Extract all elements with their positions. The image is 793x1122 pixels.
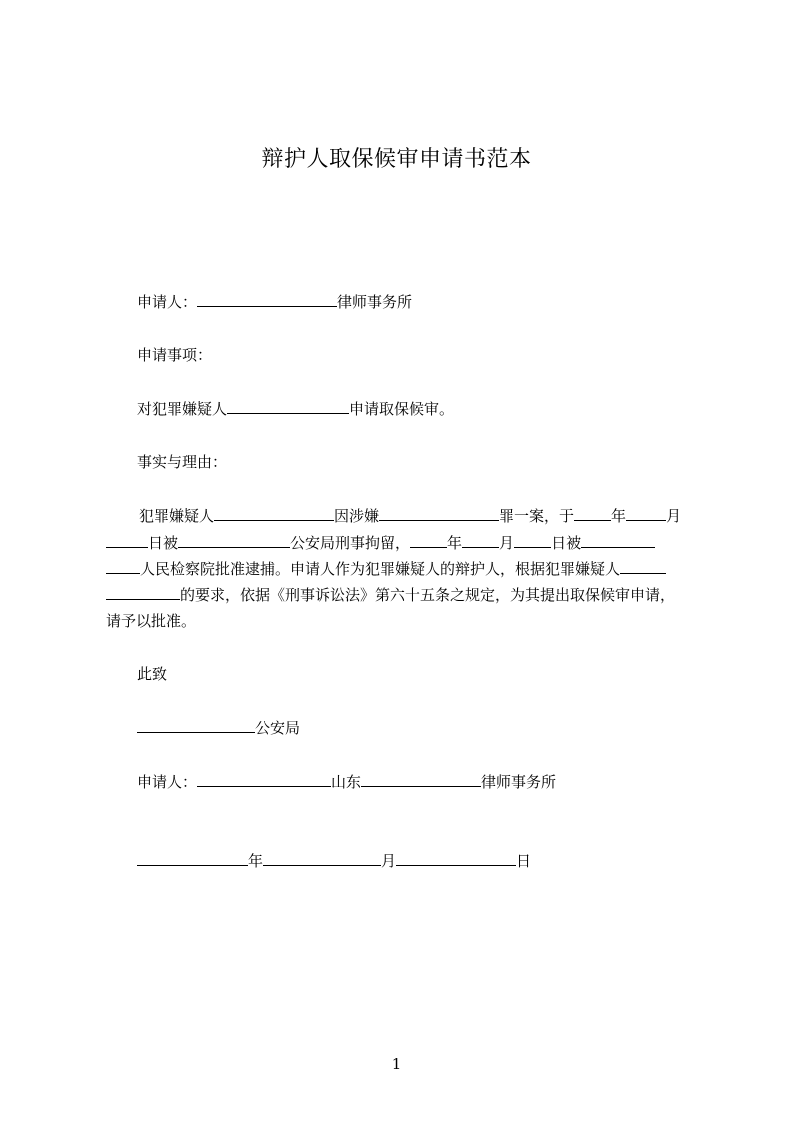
facts-text: 年 <box>447 534 463 552</box>
request-line <box>137 399 454 418</box>
signature-province: 山东 <box>331 773 362 791</box>
facts-line-4 <box>106 585 675 604</box>
facts-text: 公安局刑事拘留， <box>290 534 411 552</box>
facts-text: 日被 <box>551 534 582 552</box>
blank <box>214 506 334 521</box>
blank <box>626 506 666 521</box>
blank <box>410 533 447 548</box>
signature-line <box>137 772 556 791</box>
year-label: 年 <box>248 852 264 870</box>
facts-text: 日被 <box>148 534 179 552</box>
suspect-name-blank <box>227 399 349 414</box>
blank <box>379 506 499 521</box>
signature-suffix: 律师事务所 <box>481 773 557 791</box>
date-line <box>137 851 531 870</box>
applicant-label: 申请人： <box>137 293 198 311</box>
blank <box>620 559 666 574</box>
request-heading: 申请事项： <box>137 346 213 364</box>
document-title: 辩护人取保候审申请书范本 <box>261 147 532 172</box>
blank <box>106 585 180 600</box>
facts-line-2 <box>106 533 655 552</box>
facts-line-5: 请予以批准。 <box>106 612 197 630</box>
facts-line-1 <box>139 506 681 525</box>
facts-text: 罪一案，于 <box>499 507 575 525</box>
facts-line-3 <box>106 559 666 578</box>
applicant-suffix: 律师事务所 <box>337 293 413 311</box>
facts-heading: 事实与理由： <box>137 453 228 471</box>
signature-name-blank <box>197 772 331 787</box>
signature-label: 申请人： <box>137 773 198 791</box>
applicant-line <box>137 292 412 311</box>
request-prefix: 对犯罪嫌疑人 <box>137 400 228 418</box>
closing: 此致 <box>137 665 168 683</box>
signature-firm-blank <box>361 772 481 787</box>
blank <box>514 533 551 548</box>
blank <box>581 533 655 548</box>
facts-text: 因涉嫌 <box>334 507 380 525</box>
recipient-blank <box>137 718 255 733</box>
month-label: 月 <box>381 852 397 870</box>
recipient-suffix: 公安局 <box>255 719 301 737</box>
day-blank <box>396 851 516 866</box>
blank <box>178 533 290 548</box>
facts-text: 年 <box>611 507 627 525</box>
blank <box>106 533 148 548</box>
blank <box>106 559 140 574</box>
day-label: 日 <box>516 852 532 870</box>
facts-text: 犯罪嫌疑人 <box>139 507 215 525</box>
facts-text: 月 <box>499 534 515 552</box>
facts-text: 人民检察院批准逮捕。申请人作为犯罪嫌疑人的辩护人，根据犯罪嫌疑人 <box>140 560 621 578</box>
blank <box>462 533 499 548</box>
facts-text: 月 <box>666 507 682 525</box>
blank <box>574 506 611 521</box>
year-blank <box>137 851 248 866</box>
applicant-name-blank <box>197 292 337 307</box>
request-suffix: 申请取保候审。 <box>349 400 455 418</box>
month-blank <box>263 851 381 866</box>
facts-text: 的要求，依据《刑事诉讼法》第六十五条之规定，为其提出取保候审申请， <box>180 586 676 604</box>
page-number: 1 <box>391 1055 402 1073</box>
recipient-line <box>137 718 300 737</box>
